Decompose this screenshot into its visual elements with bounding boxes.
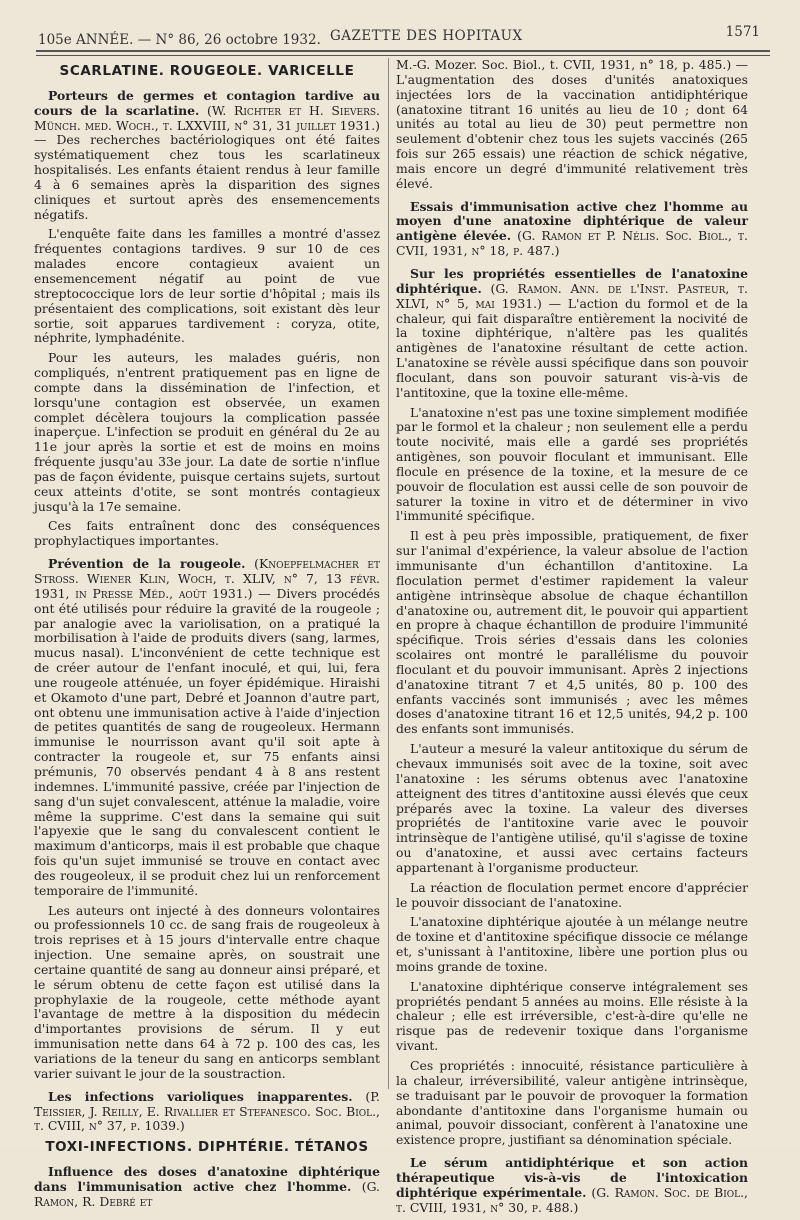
paragraph: Les auteurs ont injecté à des donneurs volontaires ou professionnels 10 cc. de sang frais de rougeoleux à trois reprises et à 15 jours d'intervalle entre chaque injection. Une semaine après, on soustrait une certaine quantité de sang au donneur ainsi préparé, et le sérum obtenu de cette façon est utilisé dans la prophylaxie de la rougeole, cette méthode ayant l'avantage de mettre à la disposition du médecin d'importantes provisions de sérum. Il y eut immunisation nette dans 64 à 72 p. 100 des cas, les variations de la teneur du sang en anticorps semblant varier suivant le jour de la soustraction. [34,902,380,1081]
article-reference: (G. Ramon. Ann. de l'Inst. Pasteur, t. XLVI, n° 5, mai 1931.) [396,280,748,311]
paragraph: L'auteur a mesuré la valeur antitoxique du sérum de chevaux immunisés soit avec de la toxine, soit avec l'anatoxine : les sérums obtenus avec l'anatoxine atteignent des titres d'antitoxine aussi élevés que ceux préparés avec la toxine. La valeur des diverses propriétés de l'antitoxine varie avec le pouvoir intrinsèque de l'antigène utilisé, qu'il s'agisse de toxine ou d'anatoxine, et aussi avec certains facteurs appartenant à l'organisme producteur. [396,741,748,875]
page-number: 1571 [725,24,760,40]
paragraph: L'anatoxine n'est pas une toxine simplement modifiée par le formol et la chaleur ; non seulement elle a perdu toute nocivité, mais elle a gardé ses propriétés antigènes, son pouvoir floculant et immunisant. Elle flocule en présence de la toxine, et la mesure de ce pouvoir de floculation est aussi celle de son pouvoir de saturer la toxine in vitro et de déterminer in vivo l'immunité spécifique. [396,404,748,524]
article-body: — L'action du formol et de la chaleur, qui fait disparaître entièrement la nocivité de la toxine diphtérique, n'altère pas les qualités antigènes de l'anatoxine résultant de cette action. L'anatoxine se révèle aussi spécifique dans son pouvoir floculant, dans son pouvoir saturant vis-à-vis de l'antitoxine, que la toxine elle-même. [396,295,748,400]
article-reference: (P. Teissier, J. Reilly, E. Rivallier et Stefanesco. Soc. Biol., t. CVIII, n° 37, p. 1039.) [34,1088,380,1134]
article-reference: (G. Ramon et P. Nélis. Soc. Biol., t. CVII, 1931, n° 18, p. 487.) [396,228,748,259]
paragraph: M.-G. Mozer. Soc. Biol., t. CVII, 1931, n° 18, p. 485.) — L'augmentation des doses d'unités anatoxiques injectées lors de la vaccination antidiphtérique (anatoxine titrant 16 unités au lieu de 10 ; dont 64 unités au total au lieu de 30) peut permettre non seulement d'obtenir chez tous les sujets vaccinés (265 fois sur 265 essais) une réaction de schick négative, mais encore un degré d'immunité relativement très élevé. [396,57,748,191]
article-proprietes-anatoxine [396,267,748,401]
article-reference: (G. Ramon. Soc. de Biol., t. CVIII, 1931, n° 30, p. 488.) [396,1184,748,1215]
article-body: — Divers procédés ont été utilisés pour réduire la gravité de la rougeole ; par analogie avec la variolisation, on a pratiqué la morbilisation à l'aide de produits divers (sang, larmes, mucus nasal). L'inconvénient de cette technique est de créer autour de l'enfant inoculé, et qui, lui, fera une rougeole atténuée, un foyer épidémique. Hiraishi et Okamoto d'une part, Debré et Joannon d'autre part, ont obtenu une immunisation active à l'aide d'injection de petites quantités de sang de rougeoleux. Hermann immunise le nourrisson avant qu'il soit apte à contracter la rougeole et, sur 75 enfants ainsi prémunis, 70 observés pendant 4 à 8 ans restent indemnes. L'immunité passive, créée par l'injection de sang d'un sujet convalescent, atténue la maladie, voire même la supprime. C'est dans la semaine qui suit l'apyexie que le sang du convalescent contient le maximum d'anticorps, mais il est probable que chaque fois qu'un sujet immunisé se trouve en contact avec des rougeoleux, il se produit chez lui un renforcement temporaire de l'immunité. [34,585,380,898]
header-rule [36,50,770,56]
article-title: Essais d'immunisation active chez l'homme au moyen d'une anatoxine diphtérique de valeur antigène élevée. [396,198,748,244]
article-influence-doses [34,1165,380,1210]
paragraph: Ces faits entraînent donc des conséquences prophylactiques importantes. [34,518,380,549]
article-title: Sur les propriétés essentielles de l'anatoxine diphtérique. [396,265,748,296]
article-essais-immunisation [396,200,748,259]
article-reference: (Knoepfelmacher et Stross. Wiener Klin, Woch, t. XLIV, n° 7, 13 févr. 1931, in Presse Méd., août 1931.) [34,556,380,601]
article-title: Les infections varioliques inapparentes. [48,1088,353,1104]
article-title: Prévention de la rougeole. [48,556,246,572]
article-reference: (G. Ramon, R. Debré et [34,1178,380,1209]
paragraph: L'anatoxine diphtérique ajoutée à un mélange neutre de toxine et d'antitoxine spécifique dissocie ce mélange et, s'unissant à l'antitoxine, libère une portion plus ou moins grande de toxine. [396,914,748,974]
article-porteurs-de-germes [34,89,380,223]
section-heading-toxi-infections: TOXI-INFECTIONS. DIPHTÉRIE. TÉTANOS [45,1139,369,1156]
article-serum-antidiphterique [396,1156,748,1215]
article-title: Le sérum antidiphtérique et son action thérapeutique vis-à-vis de l'intoxication diphtérique expérimentale. [396,1155,748,1200]
article-reference: (W. Richter et H. Sievers. Münch. med. Woch., t. LXXVIII, n° 31, 31 juillet 1931.) [34,102,380,133]
paragraph: Il est à peu près impossible, pratiquement, de fixer sur l'animal d'expérience, la valeur absolue de l'action immunisante d'un échantillon d'antitoxine. La floculation permet d'estimer rapidement la valeur antigène intrinsèque absolue de chaque échantillon d'anatoxine ou, autrement dit, le pouvoir qui appartient en propre à chaque échantillon de produire l'immunité spécifique. Trois séries d'essais dans les colonies scolaires ont montré le parallélisme du pouvoir floculant et du pouvoir immunisant. Après 2 injections d'anatoxine titrant 7 et 4,5 unités, 80 p. 100 des enfants vaccinés sont immunisés ; avec les mêmes doses d'anatoxine titrant 16 et 12,5 unités, 94,2 p. 100 des enfants sont immunisés. [396,528,748,737]
section-heading-scarlatine: SCARLATINE. ROUGEOLE. VARICELLE [59,63,355,79]
running-header [30,24,778,50]
article-body: — Des recherches bactériologiques ont été faites systématiquement chez tous les scarlatineux hospitalisés. Les enfants étaient rendus à leur famille 4 à 6 semaines après la disparition des signes cliniques et surtout après des ensemencements négatifs. [34,132,380,222]
right-column [396,58,748,1220]
article-title: Porteurs de germes et contagion tardive au cours de la scarlatine. [34,87,380,118]
journal-title: GAZETTE DES HOPITAUX [330,28,523,44]
article-prevention-rougeole [34,557,380,898]
left-column [34,58,380,1215]
paragraph: L'enquête faite dans les familles a montré d'assez fréquentes contagions tardives. 9 sur 10 de ces malades encore contagieux avaient un ensemencement négatif au point de vue streptococcique lors de leur sortie d'hôpital ; mais ils présentaient des complications, soit existant dès leur sortie, soit apparues tardivement : coryza, otite, néphrite, lymphadénite. [34,226,380,346]
issue-info: 105e ANNÉE. — N° 86, 26 octobre 1932. [38,32,321,48]
paragraph: Pour les auteurs, les malades guéris, non compliqués, n'entrent pratiquement pas en ligne de compte dans la dissémination de l'infection, et lorsqu'une contagion est observée, un examen complet décèlera toujours la complication passée inaperçue. L'infection se produit en général du 2e au 11e jour après la sortie et est de moins en moins fréquente jusqu'au 33e jour. La date de sortie n'influe pas de façon évidente, puisque certains sujets, surtout ceux atteints d'otite, se sont montrés contagieux jusqu'à la 17e semaine. [34,350,380,514]
column-divider [388,58,389,1089]
article-title: Influence des doses d'anatoxine diphtérique dans l'immunisation active chez l'homme. [34,1164,380,1194]
paragraph: L'anatoxine diphtérique conserve intégralement ses propriétés pendant 5 années au moins. Elle résiste à la chaleur ; elle est irréversible, c'est-à-dire qu'elle ne risque pas de redevenir toxique dans l'organisme vivant. [396,978,748,1054]
paragraph: Ces propriétés : innocuité, résistance particulière à la chaleur, irréversibilité, valeur antigène intrinsèque, se traduisant par le pouvoir de provoquer la formation abondante d'antitoxine dans l'organisme humain ou animal, pouvoir dissociant, confèrent à l'anatoxine une existence propre, justifiant sa dénomination spéciale. [396,1058,748,1148]
article-infections-varioliques [34,1090,380,1135]
paragraph: La réaction de floculation permet encore d'apprécier le pouvoir dissociant de l'anatoxine. [396,879,748,910]
